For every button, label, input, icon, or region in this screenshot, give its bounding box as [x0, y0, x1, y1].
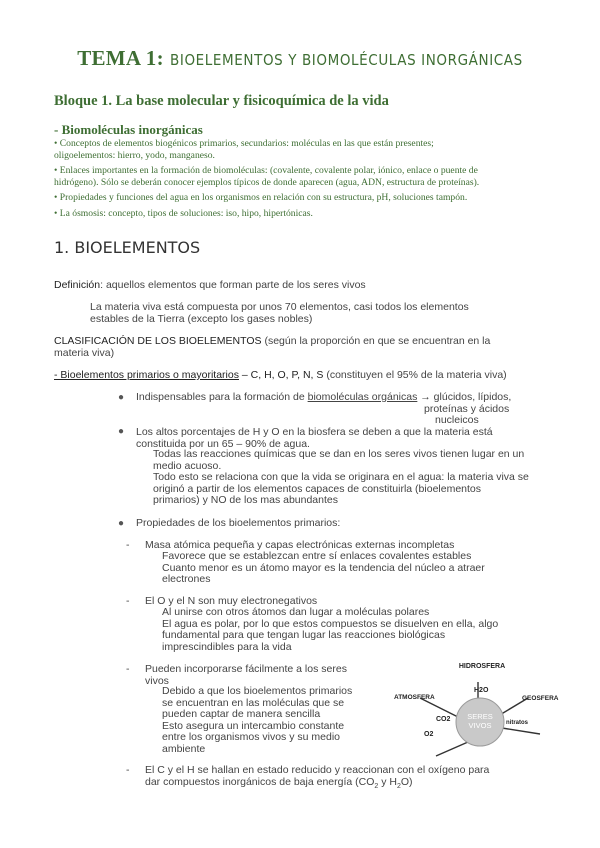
- label-atmosfera: ATMOSFERA: [394, 694, 435, 701]
- bullet-2: Los altos porcentajes de H y O en la biosfera se deben a que la materia está constituida por un 65 – 90% de agua.: [136, 426, 493, 450]
- label-nitratos: nitratos: [506, 720, 529, 726]
- bloque-heading: Bloque 1. La base molecular y fisicoquímica de la vida: [54, 93, 389, 109]
- objective-line: • Propiedades y funciones del agua en los organismos en relación con su estructura, pH, soluciones tampón.: [54, 192, 468, 203]
- dash-icon: -: [126, 764, 130, 776]
- diagram-line: [502, 728, 540, 734]
- bullet-1-line: proteínas y ácidos: [424, 403, 510, 415]
- property-2-title: El O y el N son muy electronegativos: [145, 595, 318, 607]
- label-hidrosfera: HIDROSFERA: [458, 663, 506, 670]
- objective-line: • La ósmosis: concepto, tipos de soluciones: iso, hipo, hipertónicas.: [54, 208, 313, 219]
- diagram-line: [420, 698, 460, 718]
- bullet-icon: ●: [118, 518, 125, 529]
- document-title: TEMA 1: BIOELEMENTOS Y BIOMOLÉCULAS INORGÁNICAS: [77, 46, 523, 70]
- property-4: El C y el H se hallan en estado reducido y reaccionan con el oxígeno para dar compuestos inorgánicos de baja energía ($CO_2$ y $H_2O$): [145, 764, 490, 790]
- objective-line: hidrógeno). Sólo se deberán conocer ejemplos típicos de donde aparecen (agua, ADN, estructura de proteínas).: [54, 177, 480, 188]
- diagram-center-label: VIVOS: [468, 721, 492, 730]
- primarios-heading: - Bioelementos primarios o mayoritarios – C, H, O, P, N, S (constituyen el 95% de la materia viva): [54, 369, 507, 381]
- bullet-icon: ●: [118, 392, 125, 403]
- section-heading: 1. BIOELEMENTOS: [54, 238, 201, 257]
- label-geosfera: GEOSFERA: [522, 695, 559, 702]
- biosphere-diagram: [390, 656, 570, 766]
- bullet-3: Propiedades de los bioelementos primarios:: [136, 517, 341, 529]
- bullet-icon: ●: [118, 426, 125, 437]
- diagram-line: [436, 742, 468, 756]
- property-1-title: Masa atómica pequeña y capas electrónicas externas incompletas: [145, 539, 455, 551]
- bullet-2-detail: Todas las reacciones químicas que se dan en los seres vivos tienen lugar en un medio acuoso. Todo esto se relaciona con que la vida se originara en el agua: la materia viva se originó a partir de los elementos capaces de constituirla (bioelementos primarios) y NO de los mas abundantes: [153, 448, 529, 506]
- materia-paragraph: La materia viva está compuesta por unos 70 elementos, casi todos los elementos estables de la Tierra (excepto los gases nobles): [90, 301, 469, 325]
- property-2-detail: Al unirse con otros átomos dan lugar a moléculas polares El agua es polar, por lo que estos compuestos se disuelven en ella, algo fundamental para que tengan lugar las reacciones biológicas imprescindibles para la vida: [162, 606, 499, 653]
- property-3-title: Pueden incorporarse fácilmente a los seres vivos: [145, 663, 347, 687]
- property-3-detail: Debido a que los bioelementos primarios se encuentran en las moléculas que se pueden captar de manera sencilla Esto asegura un intercambio constante entre los organismos vivos y su medio ambiente: [162, 685, 353, 755]
- dash-icon: -: [126, 539, 130, 551]
- label-co2: CO2: [436, 716, 451, 723]
- subheading: - Biomoléculas inorgánicas: [54, 122, 203, 137]
- objective-line: oligoelementos: hierro, yodo, manganeso.: [54, 150, 215, 161]
- label-o2: O2: [424, 731, 434, 738]
- property-1-detail: Favorece que se establezcan entre sí enlaces covalentes estables Cuanto menor es un átomo mayor es la tendencia del núcleo a atraer electrones: [162, 550, 485, 585]
- bullet-1: Indispensables para la formación de biomoléculas orgánicas → glúcidos, lípidos,: [136, 391, 512, 403]
- organic-biomolecules-link: biomoléculas orgánicas: [307, 391, 418, 403]
- diagram-center-label: SERES: [467, 712, 493, 721]
- objective-line: • Enlaces importantes en la formación de biomoléculas: (covalente, covalente polar, iónico, enlace o puente de: [54, 165, 478, 176]
- objectives-list: [54, 138, 574, 220]
- dash-icon: -: [126, 663, 130, 675]
- dash-icon: -: [126, 595, 130, 607]
- clasificacion-paragraph: CLASIFICACIÓN DE LOS BIOELEMENTOS (según la proporción en que se encuentran en la materia viva): [54, 335, 491, 359]
- definition: Definición: aquellos elementos que forman parte de los seres vivos: [54, 279, 366, 291]
- objective-line: • Conceptos de elementos biogénicos primarios, secundarios: moléculas en las que están presentes;: [54, 138, 434, 149]
- bullet-1-line: nucleicos: [435, 414, 479, 426]
- label-h2o: H2O: [474, 687, 489, 694]
